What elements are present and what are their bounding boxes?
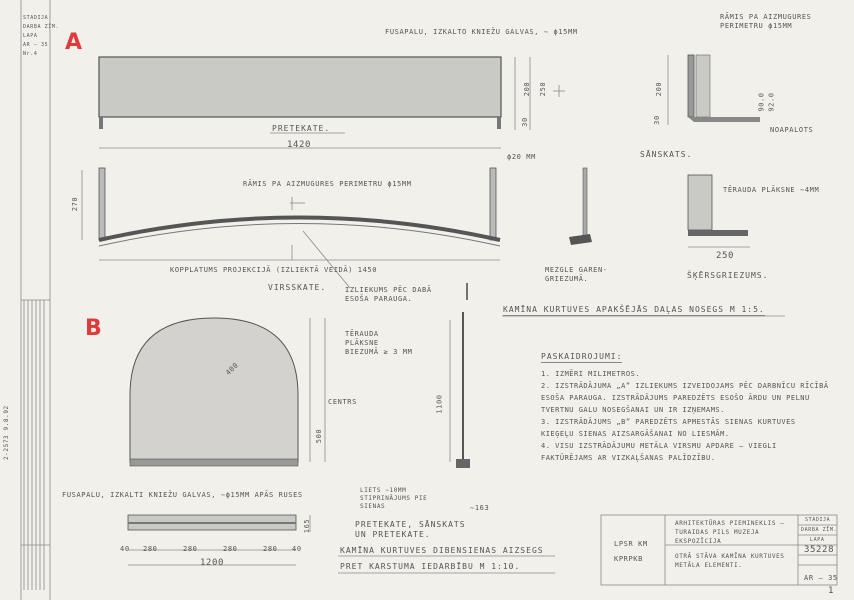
- bottom-dim: 40: [120, 545, 130, 553]
- fastener-note: FUSAPALU, IZKALTI KNIEŽU GALVAS, ∼ϕ15MM APĀS RUSES: [62, 491, 303, 499]
- drawing-a-title: KAMĪNA KURTUVES APAKŠĒJĀS DAĻAS NOSEGS M 1:5.: [503, 305, 765, 314]
- side-frame-note: RĀMIS PA AIZMUGURES PERIMETRU ϕ15MM: [720, 13, 812, 30]
- note-item: 3. IZSTRĀDĀJUMS „B” PAREDZĒTS APMESTĀS SIENAS KURTUVES KIEĢEĻU SIENAS AIZSARGĀŠANAI NO LIESMĀM.: [541, 418, 796, 438]
- side-dim: 200: [655, 81, 664, 97]
- sheet-number: 1: [828, 586, 835, 596]
- plate-thickness-note: TĒRAUDA PLĀKSNE BIEZUMĀ ≥ 3 MM: [345, 330, 413, 356]
- lower-dim: 500: [315, 428, 324, 444]
- rivet-note: FUSAPALU, IZKALTO KNIEŽU GALVAS, ∼ ϕ15MM: [385, 28, 578, 36]
- panel-leg: [497, 117, 501, 129]
- marker-b: B: [85, 316, 102, 341]
- panel-leg: [99, 117, 103, 129]
- title-block-stage-label: STADIJA: [805, 517, 831, 523]
- curved-cover: [99, 218, 500, 241]
- side-panel: [696, 55, 710, 117]
- arch-plate: [130, 318, 298, 462]
- radius-dim: 400: [224, 361, 241, 377]
- cross-section-body: [688, 175, 712, 230]
- side-height-dim: 165: [303, 518, 312, 534]
- notes-list: [541, 368, 831, 464]
- side-profile-foot: [456, 459, 470, 468]
- drawing-b-title: KAMĪNA KURTUVES DIBENSIENAS AIZSEGS: [340, 546, 544, 555]
- bottom-dim: 280: [223, 545, 238, 553]
- bottom-dim: 40: [292, 545, 302, 553]
- title-block-stage: DARBA ZĪM.: [801, 527, 838, 533]
- drawing-code: AR – 35: [804, 574, 838, 582]
- front-width-dim: 1420: [287, 140, 312, 150]
- note-item: 2. IZSTRĀDĀJUMA „A” IZLIEKUMS IZVEIDOJAMS PĒC DARBNĪCU RĪCĪBĀ ESOŠA PARAUGA. IZSTRĀDĀJUMS PAREDZĒTS ESOŠO ĀRDU UN PELNU TVERTNU GALU NOSEGŠANAI UN IR IZŅEMAMS.: [541, 382, 829, 414]
- front-panel: [99, 57, 501, 117]
- view-title: PRETEKATE, SĀNSKATS UN PRETEKATE.: [355, 520, 466, 539]
- plate-note: TĒRAUDA PLĀKSNE ∼4MM: [723, 186, 820, 194]
- bottom-dim: 280: [263, 545, 278, 553]
- side-dim: 92.0: [767, 92, 776, 112]
- margin-label: DARBA ZĪM.: [23, 24, 60, 30]
- drawing-b-title: PRET KARSTUMA IEDARBĪBU M 1:10.: [340, 562, 521, 571]
- cross-section-dim: 250: [716, 251, 735, 261]
- centre-label: CENTRS: [328, 398, 357, 406]
- stamp-text: 9.8.92: [3, 405, 10, 431]
- section-bar: [583, 168, 587, 236]
- title-block-project: ARHITEKTŪRAS PIEMINEKLIS – TURAIDAS PILS MUZEJA EKSPOZĪCIJA: [675, 520, 785, 545]
- cross-section-title: ŠĶĒRSGRIEZUMS.: [687, 271, 769, 280]
- margin-label: Nr.4: [23, 51, 38, 57]
- note-item: 4. VISU IZSTRĀDĀJUMU METĀLA VIRSMU APDARE – VIEGLI FAKTŪRĒJAMS AR VIZKAĻŠANAS PALĪDZĪBU.: [541, 442, 777, 462]
- front-offset-dim: 30: [520, 117, 529, 127]
- section-note: MEZGLE GAREN-GRIEZUMĀ.: [545, 266, 608, 283]
- title-block-sheet-label: LAPA: [810, 537, 825, 543]
- stamp-text: 2-2573: [3, 434, 10, 460]
- frame-note: RĀMIS PA AIZMUGURES PERIMETRU ϕ15MM: [243, 180, 412, 188]
- rod-note: ϕ20 MM: [507, 153, 536, 161]
- side-base: [688, 117, 760, 122]
- margin-label: LAPA: [23, 33, 38, 39]
- hinge-note: LIETS ∼10MM STIPRINĀJUMS PIE SIENAS: [360, 487, 428, 510]
- margin-label: AR – 35: [23, 42, 49, 48]
- front-height-dim: 200: [523, 81, 532, 97]
- margin-label: STADIJA: [23, 15, 49, 21]
- total-width-dim: 1200: [200, 558, 225, 568]
- front-view-title: PRETEKATE.: [272, 124, 331, 133]
- leader-line: [303, 231, 350, 288]
- margin-labels: [23, 14, 59, 59]
- plan-post: [490, 168, 496, 240]
- plan-height-dim: 270: [71, 196, 80, 212]
- cross-section-base: [688, 230, 748, 236]
- section-foot: [569, 234, 592, 245]
- side-dim: 30: [652, 115, 661, 125]
- marker-a: A: [65, 30, 83, 55]
- side-frame: [688, 55, 694, 117]
- plan-post: [99, 168, 105, 240]
- note-item: 1. IZMĒRI MILIMETROS.: [541, 370, 641, 378]
- notes-heading: PASKAIDROJUMI:: [541, 352, 623, 361]
- archive-number: 35228: [804, 545, 835, 555]
- plan-view-title: VIRSSKATE.: [268, 283, 327, 292]
- side-dim: 90.0: [757, 92, 766, 112]
- small-dim: ∼163: [470, 504, 490, 512]
- curve-note: IZLIEKUMS PĒC DABĀ ESOŠA PARAUGA.: [345, 286, 432, 303]
- rounded-note: NOAPALOTS: [770, 126, 814, 134]
- bottom-dim: 280: [143, 545, 158, 553]
- height-dim: 1100: [435, 394, 444, 414]
- title-block-description: OTRĀ STĀVA KAMĪNA KURTUVES METĀLA ELEMENTI.: [675, 553, 785, 569]
- side-view-title: SĀNSKATS.: [640, 150, 693, 159]
- title-block-org-code: LPSR KM: [614, 540, 648, 548]
- front-height-dim: 250: [539, 81, 548, 97]
- arch-base-strip: [130, 459, 298, 466]
- bottom-dim: 280: [183, 545, 198, 553]
- projection-note: KOPPLATUMS PROJEKCIJĀ (IZLIEKTĀ VEIDĀ) 1450: [170, 266, 378, 274]
- title-block-bureau: KPRPKB: [614, 555, 643, 563]
